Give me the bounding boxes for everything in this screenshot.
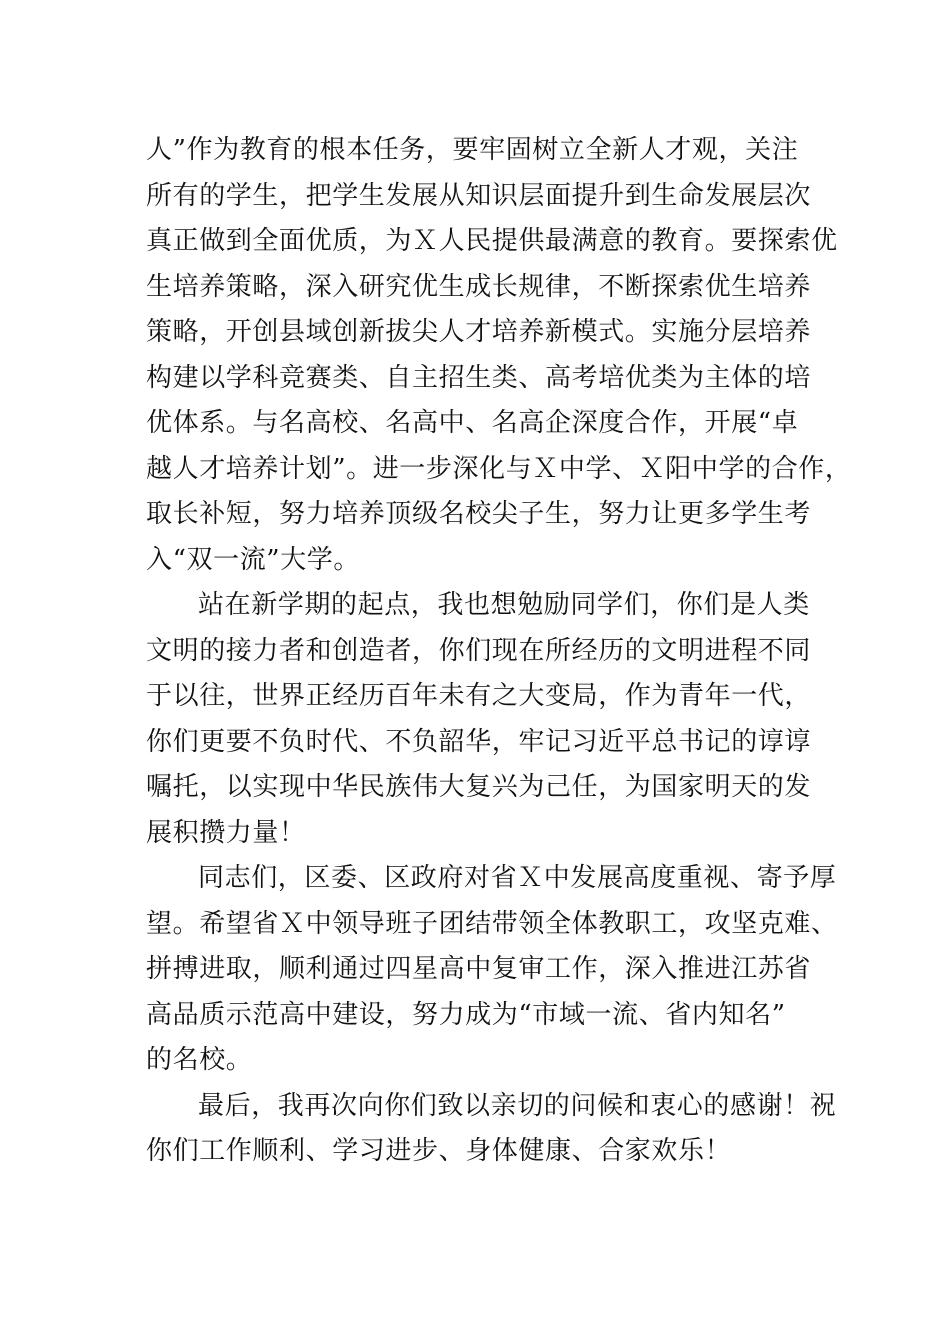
paragraph-line: 展积攒力量！ (146, 817, 306, 848)
paragraph-line: 优体系。与名高校、名高中、名高企深度合作，开展“卓 (146, 408, 799, 438)
paragraph-line: 于以往，世界正经历百年未有之大变局，作为青年一代， (146, 681, 812, 711)
paragraph-line: 所有的学生，把学生发展从知识层面提升到生命发展层次 (146, 180, 812, 211)
paragraph-line: 生培养策略，深入研究优生成长规律，不断探索优生培养 (146, 271, 812, 302)
paragraph-line: 拼搏进取，顺利通过四星高中复审工作，深入推进江苏省 (146, 954, 812, 984)
paragraph-line: 高品质示范高中建设，努力成为“市域一流、省内知名” (146, 999, 786, 1030)
paragraph-line: 文明的接力者和创造者，你们现在所经历的文明进程不同 (146, 635, 812, 666)
paragraph-line: 策略，开创县域创新拔尖人才培养新模式。实施分层培养 (146, 317, 812, 347)
paragraph-line: 越人才培养计划”。进一步深化与Ｘ中学、Ｘ阳中学的合作， (146, 453, 852, 484)
paragraph-2 (146, 583, 826, 856)
paragraph-4 (146, 1084, 837, 1175)
paragraph-line: 你们更要不负时代、不负韶华，牢记习近平总书记的谆谆 (146, 726, 812, 757)
paragraph-line: 入“双一流”大学。 (146, 544, 360, 575)
paragraph-first-line: 最后，我再次向你们致以亲切的问候和衷心的感谢！祝 (198, 1090, 837, 1121)
paragraph-line: 嘱托，以实现中华民族伟大复兴为己任，为国家明天的发 (146, 772, 812, 802)
paragraph-line: 人”作为教育的根本任务，要牢固树立全新人才观，关注 (146, 135, 799, 165)
paragraph-first-line: 站在新学期的起点，我也想勉励同学们，你们是人类 (198, 590, 810, 620)
paragraph-line: 的名校。 (146, 1045, 253, 1075)
document-body (146, 128, 852, 1175)
paragraph-line: 真正做到全面优质，为Ｘ人民提供最满意的教育。要探索优 (146, 226, 838, 256)
paragraph-1 (146, 128, 852, 583)
paragraph-line: 取长补短，努力培养顶级名校尖子生，努力让更多学生考 (146, 499, 812, 529)
paragraph-3 (146, 856, 838, 1084)
paragraph-first-line: 同志们，区委、区政府对省Ｘ中发展高度重视、寄予厚 (198, 863, 837, 893)
paragraph-line: 你们工作顺利、学习进步、身体健康、合家欢乐！ (146, 1136, 732, 1166)
paragraph-line: 望。希望省Ｘ中领导班子团结带领全体教职工，攻坚克难、 (146, 908, 838, 939)
paragraph-line: 构建以学科竞赛类、自主招生类、高考培优类为主体的培 (146, 362, 812, 393)
